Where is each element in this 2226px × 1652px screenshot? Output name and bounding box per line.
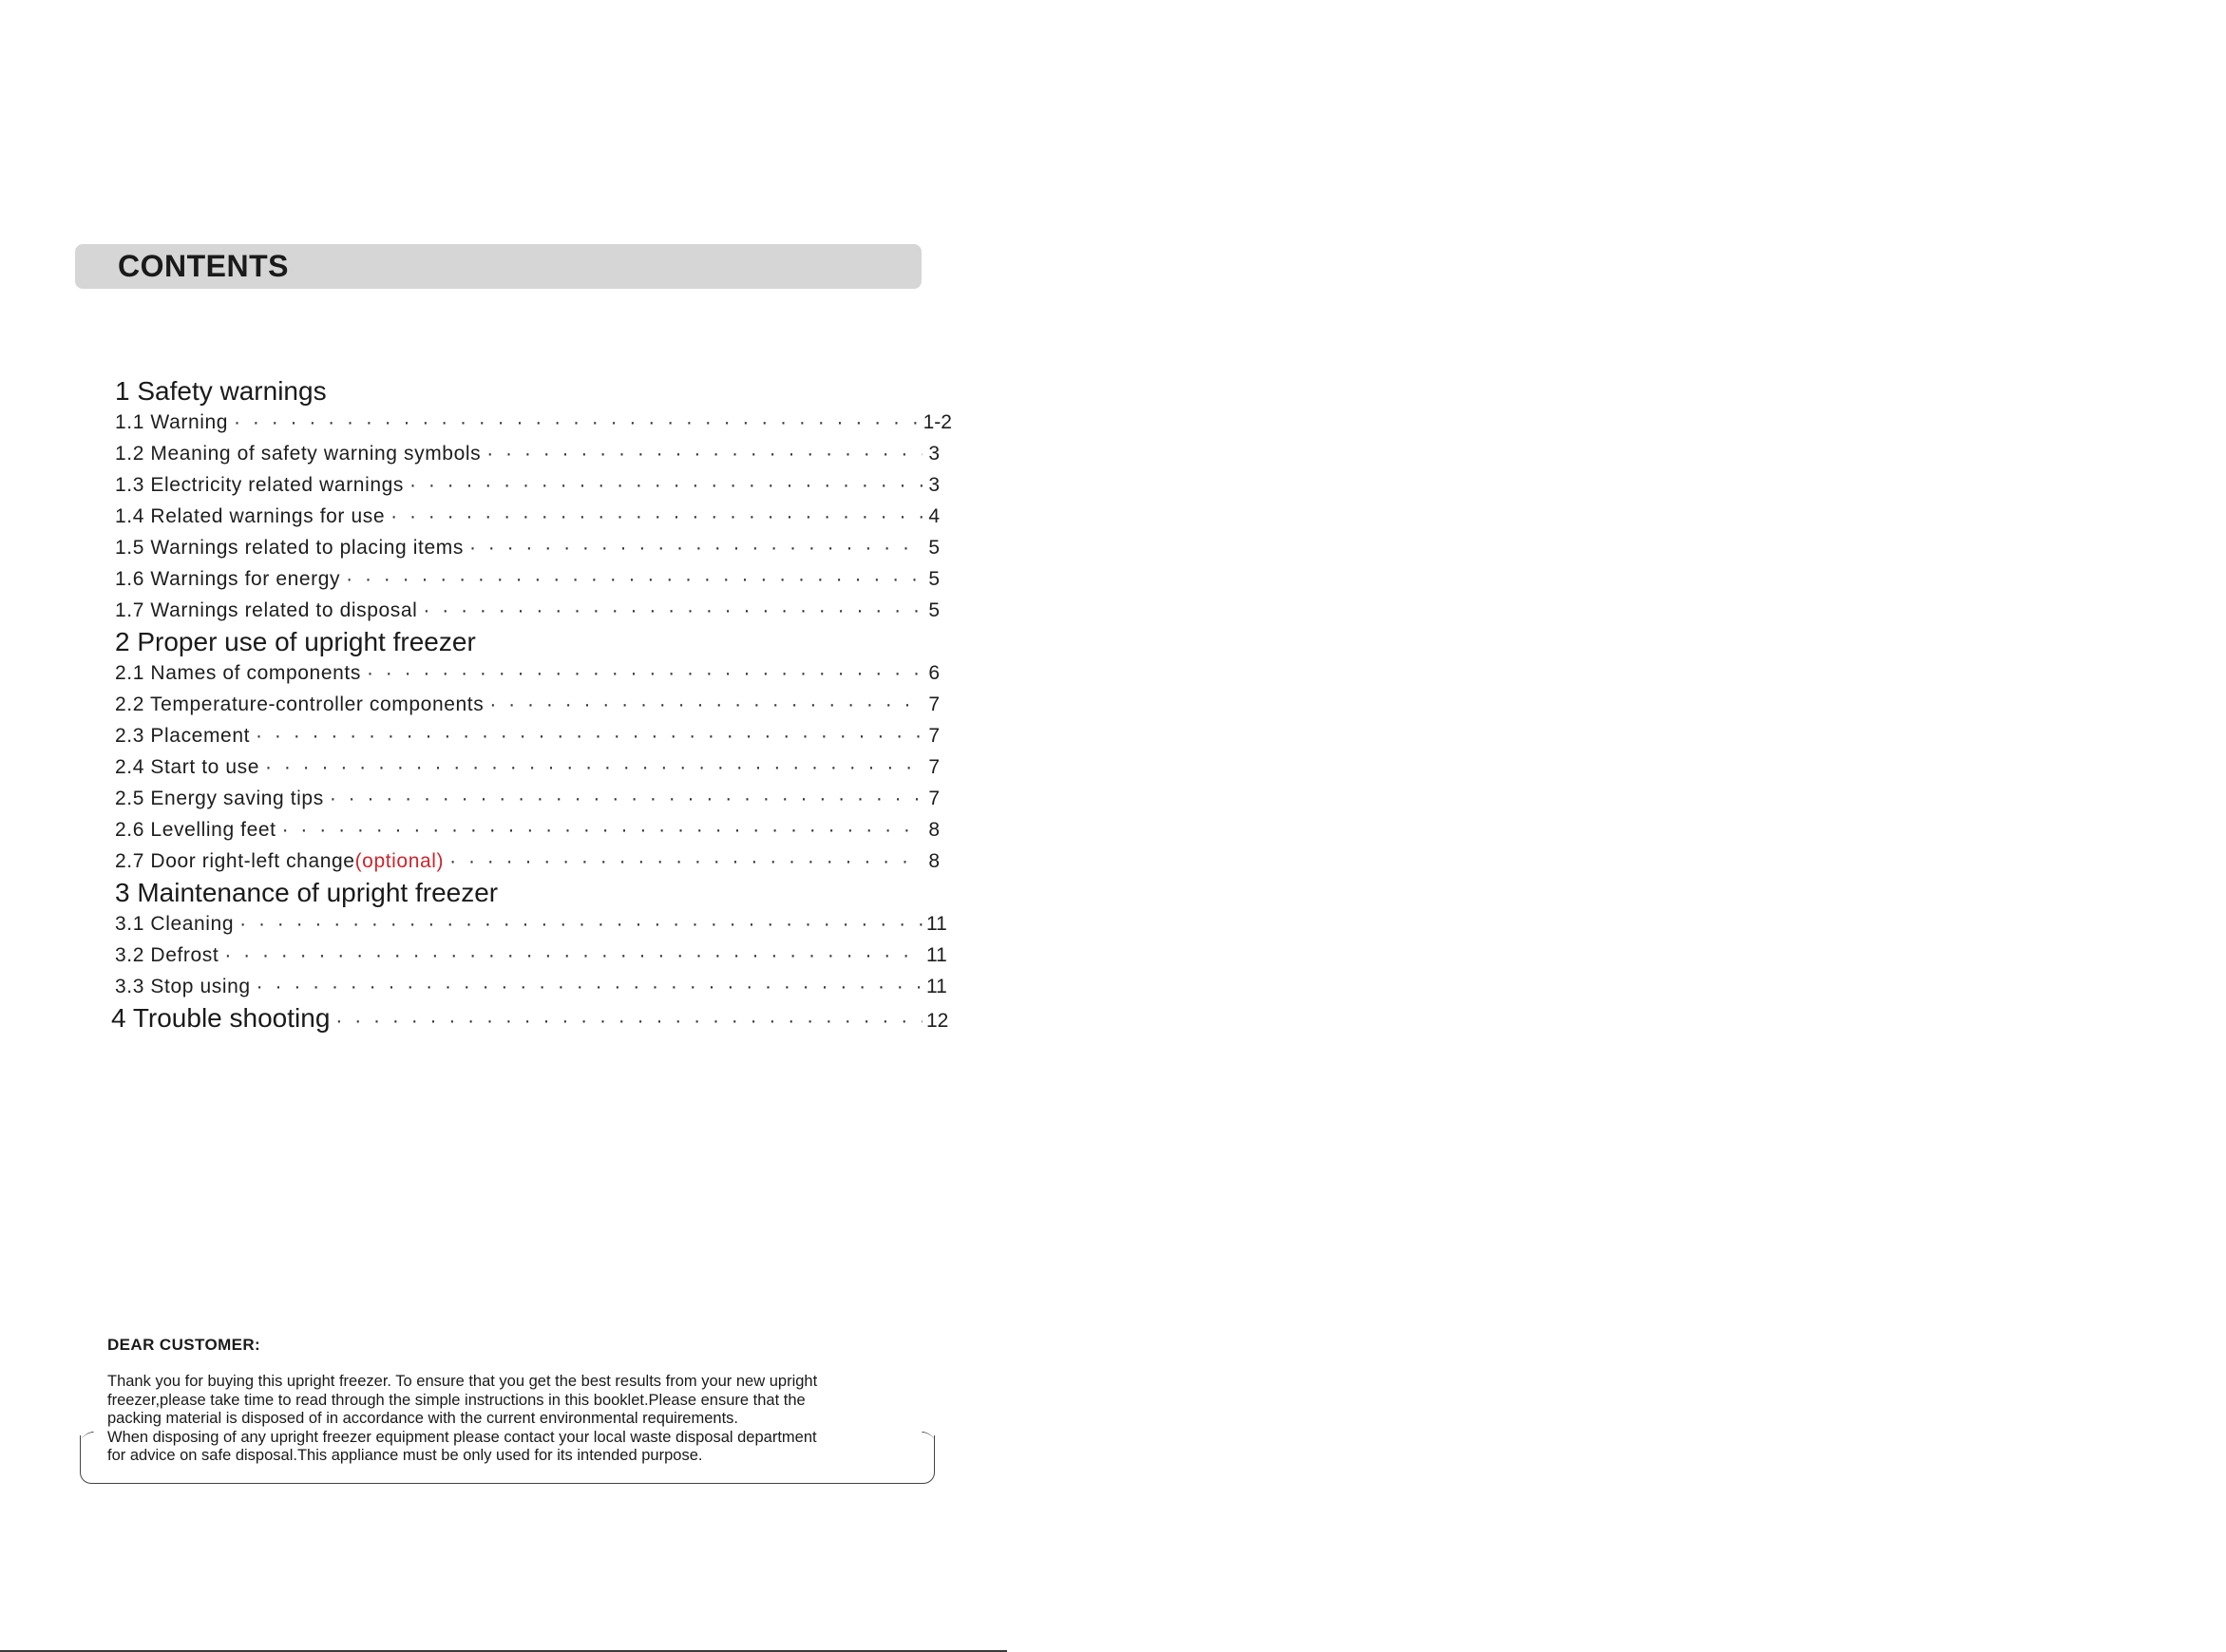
toc-page-number: 11 — [926, 976, 947, 997]
toc-entry — [115, 814, 940, 845]
dear-customer-line: Thank you for buying this upright freezer. To ensure that you get the best results from your new upright — [107, 1373, 818, 1390]
toc-entry-title — [115, 563, 340, 595]
toc-page-number: 5 — [928, 537, 940, 559]
toc-page-number: 1-2 — [923, 411, 952, 433]
toc-title-text: 3.1 Cleaning — [115, 913, 235, 935]
toc-section-title — [115, 877, 498, 908]
dear-customer-section — [107, 1336, 943, 1466]
toc-title-text: 2.7 Door right-left change — [115, 850, 355, 872]
toc-section-title — [115, 375, 327, 407]
toc-entry — [115, 501, 940, 532]
toc-page-number: 8 — [928, 850, 940, 872]
dear-customer-line: freezer,please take time to read through the simple instructions in this booklet.Please ensure that the — [107, 1391, 806, 1409]
dot-leader — [330, 783, 923, 814]
toc-entry — [115, 563, 940, 595]
toc-entry-title — [115, 783, 324, 814]
toc-entry-title — [115, 532, 464, 563]
toc-title-text: 4 Trouble shooting — [111, 1003, 331, 1033]
toc-page-number: 5 — [928, 599, 940, 621]
dear-customer-line: for advice on safe disposal.This appliance must be only used for its intended purpose. — [107, 1447, 703, 1464]
dot-leader — [423, 595, 923, 626]
toc-section-title — [111, 1002, 330, 1034]
toc-page-number: 7 — [928, 788, 940, 809]
dot-leader — [367, 657, 923, 689]
toc-title-text: 1.5 Warnings related to placing items — [115, 537, 464, 559]
toc-entry — [115, 720, 940, 751]
toc-entry-title — [115, 720, 250, 751]
toc-entry-title — [115, 469, 404, 501]
toc-entry-title — [115, 689, 484, 720]
toc-page-number: 6 — [928, 662, 940, 684]
toc-title-text: 1.6 Warnings for energy — [115, 568, 341, 590]
toc-optional-note: (optional) — [354, 850, 445, 872]
toc-section-heading — [111, 1002, 949, 1034]
dot-leader — [346, 563, 923, 595]
toc-title-text: 3.2 Defrost — [115, 944, 219, 966]
toc-page-number: 7 — [928, 725, 940, 747]
dear-customer-line: When disposing of any upright freezer equipment please contact your local waste disposal department — [107, 1428, 817, 1446]
toc-title-text: 2.1 Names of components — [115, 662, 361, 684]
dear-customer-line: packing material is disposed of in accordance with the current environmental requirements. — [107, 1410, 739, 1427]
toc-entry-title — [115, 971, 251, 1002]
toc-title-text: 2 Proper use of upright freezer — [115, 627, 476, 656]
toc-entry — [115, 689, 940, 720]
toc-entry — [115, 971, 947, 1002]
toc-entry — [115, 595, 940, 626]
toc-title-text: 1.2 Meaning of safety warning symbols — [115, 443, 482, 465]
dot-leader — [390, 501, 923, 532]
dot-leader — [409, 469, 923, 501]
toc-entry-title — [115, 595, 417, 626]
toc-entry — [115, 845, 940, 877]
toc-page-number: 12 — [926, 1010, 949, 1032]
dear-customer-body — [107, 1373, 943, 1466]
dot-leader — [265, 751, 923, 783]
toc-title-text: 1.3 Electricity related warnings — [115, 474, 404, 496]
toc-title-text: 1.7 Warnings related to disposal — [115, 599, 418, 621]
toc-section-title — [115, 626, 476, 657]
dear-customer-heading: DEAR CUSTOMER: — [107, 1336, 261, 1354]
toc-section-heading — [115, 877, 940, 908]
toc-title-text: 2.3 Placement — [115, 725, 251, 747]
dot-leader — [256, 720, 923, 751]
toc-title-text: 1.1 Warning — [115, 411, 229, 433]
toc-title-text: 1.4 Related warnings for use — [115, 505, 386, 527]
toc-entry-title — [115, 438, 481, 469]
toc-entry — [115, 438, 940, 469]
dot-leader — [234, 407, 920, 438]
toc-entry-title — [115, 501, 385, 532]
toc-title-text: 2.4 Start to use — [115, 756, 260, 778]
dot-leader — [282, 814, 923, 845]
table-of-contents — [111, 375, 952, 1034]
dot-leader — [469, 532, 923, 563]
toc-entry-title — [115, 908, 234, 940]
toc-entry-title — [115, 845, 444, 877]
dot-leader — [486, 438, 923, 469]
toc-page-number: 5 — [928, 568, 940, 590]
toc-entry-title — [115, 407, 228, 438]
toc-entry — [115, 407, 952, 438]
toc-title-text: 2.5 Energy saving tips — [115, 788, 324, 809]
toc-entry-title — [115, 814, 276, 845]
dot-leader — [224, 940, 923, 971]
toc-page-number: 3 — [928, 443, 940, 465]
toc-entry — [115, 657, 940, 689]
dot-leader — [489, 689, 923, 720]
toc-entry — [115, 751, 940, 783]
toc-title-text: 2.6 Levelling feet — [115, 819, 276, 841]
toc-page-number: 8 — [928, 819, 940, 841]
toc-section-heading — [115, 626, 940, 657]
manual-page — [0, 0, 1013, 1652]
toc-title-text: 3 Maintenance of upright freezer — [115, 878, 499, 907]
toc-entry — [115, 532, 940, 563]
toc-title-text: 2.2 Temperature-controller components — [115, 693, 485, 715]
dot-leader — [257, 971, 923, 1002]
toc-entry — [115, 908, 947, 940]
toc-page-number: 7 — [928, 756, 940, 778]
toc-entry — [115, 783, 940, 814]
toc-title-text: 1 Safety warnings — [115, 376, 327, 406]
dot-leader — [335, 1005, 923, 1036]
toc-page-number: 11 — [926, 913, 947, 935]
toc-page-number: 7 — [928, 693, 940, 715]
toc-title-text: 3.3 Stop using — [115, 976, 251, 997]
contents-title: CONTENTS — [118, 249, 289, 283]
toc-page-number: 4 — [928, 505, 940, 527]
toc-entry — [115, 469, 940, 501]
toc-entry — [115, 940, 947, 971]
toc-page-number: 3 — [928, 474, 940, 496]
toc-entry-title — [115, 751, 259, 783]
toc-entry-title — [115, 940, 219, 971]
toc-page-number: 11 — [926, 944, 947, 966]
dot-leader — [239, 908, 923, 940]
toc-section-heading — [115, 375, 940, 407]
toc-entry-title — [115, 657, 361, 689]
dot-leader — [449, 845, 923, 877]
